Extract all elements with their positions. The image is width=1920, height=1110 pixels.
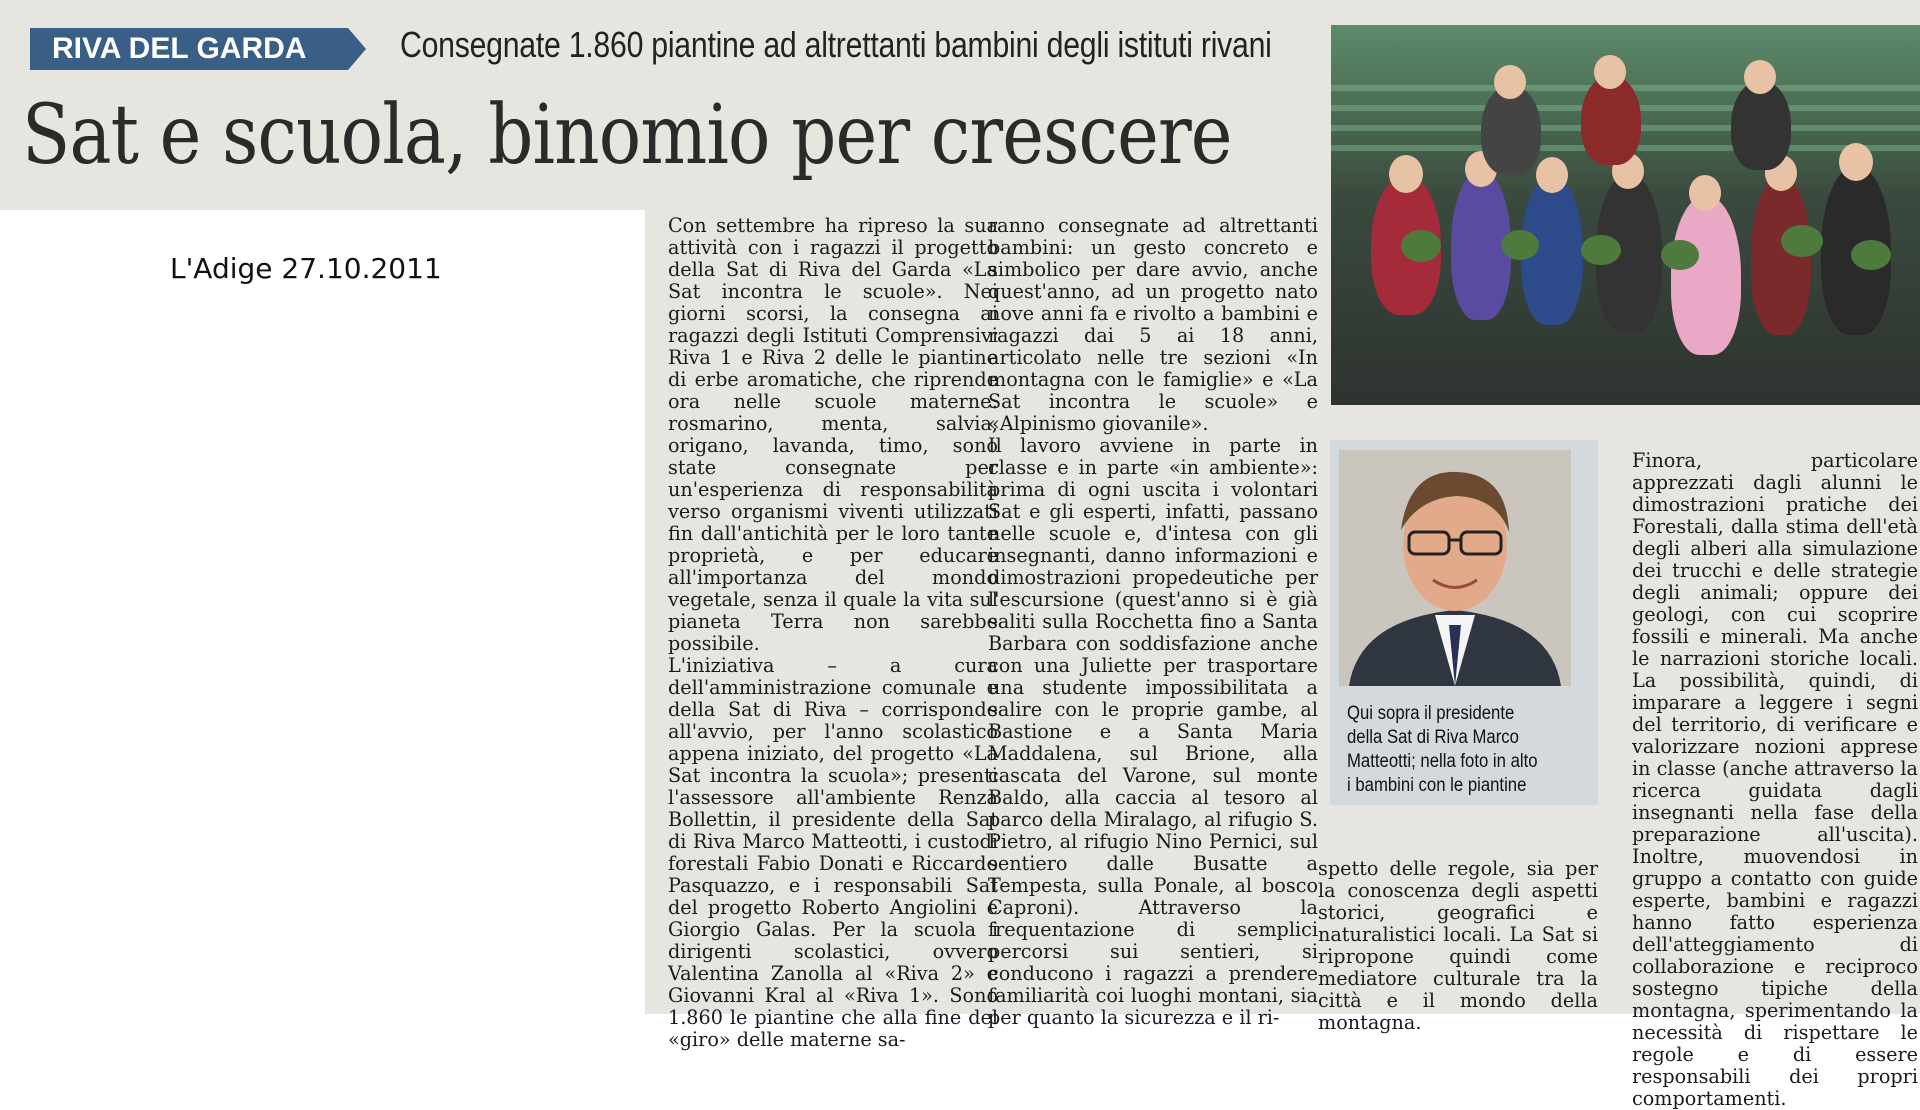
caption-line: Matteotti; nella foto in alto	[1347, 751, 1538, 772]
kicker-arrow	[348, 28, 366, 70]
blank-area	[0, 210, 645, 1014]
paragraph: Finora, particolare apprezzati dagli alunni le dimostrazioni pratiche dei Forestali, dalla stima dell'età degli alberi alla simulazione dei trucchi e delle strategie degli animali; oppure dei geologi, con cui scoprire fossili e minerali. Ma anche le narrazioni storiche locali. La possibilità, quindi, di imparare a leggere i segni del territorio, di verificare e valorizzare nozioni apprese in classe (anche attraverso la ricerca guidata dagli insegnanti nella fase della preparazione all'uscita). Inoltre, muovendosi in gruppo a contatto con guide esperte, bambini e ragazzi hanno fatto esperienza dell'atteggiamento di collaborazione e reciproco sostegno tipiche della montagna, sperimentando la necessità di rispettare le regole e di essere responsabili dei propri comportamenti.	[1632, 449, 1918, 1110]
portrait-illustration	[1339, 450, 1571, 686]
article-column-3	[1318, 858, 1598, 1034]
caption-line: Qui sopra il presidente	[1347, 703, 1515, 724]
caption-line: della Sat di Riva Marco	[1347, 727, 1519, 748]
paragraph: Il lavoro avviene in parte in classe e in parte «in ambiente»: prima di ogni uscita i volontari Sat e gli esperti, infatti, passano nelle scuole e, d'intesa con gli insegnanti, danno informazioni e dimostrazioni propedeutiche per l'escursione (quest'anno si è già saliti sulla Rocchetta fino a Santa Barbara con soddisfazione anche con una Juliette per trasportare una studente impossibilitata a salire con le proprie gambe, al Bastione e a Santa Maria Maddalena, sul Brione, alla cascata del Varone, sul monte Baldo, alla caccia al tesoro al parco della Miralago, al rifugio S. Pietro, al rifugio Nino Pernici, sul sentiero dalle Busatte a Tempesta, sulla Ponale, al bosco Caproni). Attraverso la frequentazione di semplici percorsi sui sentieri, si conducono i ragazzi a prendere familiarità coi luoghi montani, sia per quanto la sicurezza e il ri-	[988, 434, 1318, 1029]
article-column-2	[988, 215, 1318, 1029]
section-kicker: RIVA DEL GARDA	[30, 28, 348, 70]
paragraph: L'iniziativa – a cura dell'amministrazione comunale e della Sat di Riva – corrisponde all'avvio, per l'anno scolastico appena iniziato, del progetto «La Sat incontra la scuola»; presenti l'assessore all'ambiente Renza Bollettin, il presidente della Sat di Riva Marco Matteotti, i custodi forestali Fabio Donati e Riccardo Pasquazzo, e i responsabili Sat del progetto Roberto Angiolini e Giorgio Galas. Per la scuola i dirigenti scolastici, ovvero Valentina Zanolla al «Riva 2» e Giovanni Kral al «Riva 1». Sono 1.860 le piantine che alla fine del «giro» delle materne sa-	[668, 654, 998, 1051]
headline: Sat e scuola, binomio per crescere	[22, 88, 1232, 183]
group-photo	[1331, 25, 1920, 405]
article-column-1	[668, 215, 998, 1051]
paragraph: spetto delle regole, sia per la conoscenza degli aspetti storici, geografici e naturalistici locali. La Sat si ripropone quindi come mediatore culturale tra la città e il mondo della montagna.	[1318, 857, 1598, 1034]
subheadline: Consegnate 1.860 piantine ad altrettanti bambini degli istituti rivani	[400, 24, 1272, 65]
caption-line: i bambini con le piantine	[1347, 775, 1527, 796]
photo-caption	[1347, 702, 1541, 798]
source-note: L'Adige 27.10.2011	[170, 252, 442, 285]
paragraph: ranno consegnate ad altrettanti bambini: un gesto concreto e simbolico per dare avvio, anche quest'anno, ad un progetto nato nove anni fa e rivolto a bambini e ragazzi dai 5 ai 18 anni, articolato nelle tre sezioni «In montagna con le famiglie» e «La Sat incontra le scuole» e «Alpinismo giovanile».	[988, 214, 1318, 435]
article-column-4	[1632, 450, 1918, 1110]
paragraph: Con settembre ha ripreso la sua attività con i ragazzi il progetto della Sat di Riva del Garda «La Sat incontra le scuole». Nei giorni scorsi, la consegna ai ragazzi degli Istituti Comprensivi Riva 1 e Riva 2 delle le piantine di erbe aromatiche, che riprende ora nelle scuole materne: rosmarino, menta, salvia, origano, lavanda, timo, sono state consegnate per un'esperienza di responsabilità verso organismi viventi utilizzati fin dall'antichità per le loro tante proprietà, e per educare all'importanza del mondo vegetale, senza il quale la vita sul pianeta Terra non sarebbe possibile.	[668, 214, 998, 655]
portrait-photo	[1339, 450, 1571, 686]
